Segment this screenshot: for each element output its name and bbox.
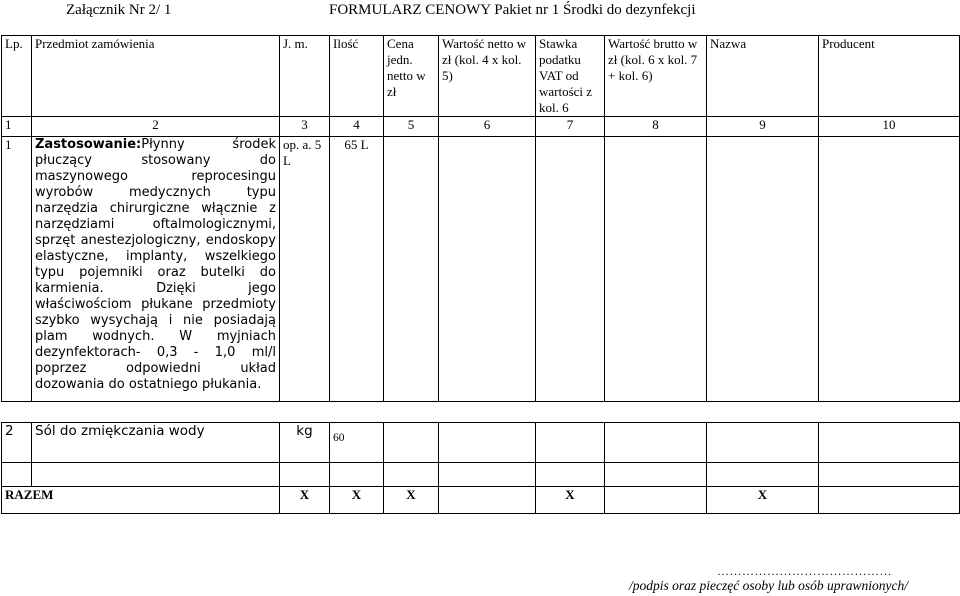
empty-row — [2, 463, 960, 487]
empty-cell — [2, 463, 32, 487]
column-number-row — [2, 117, 960, 137]
signature-line: …………………………………… — [717, 564, 892, 578]
item-description: Sól do zmiękczania wody — [32, 423, 280, 463]
col-header: Producent — [819, 36, 960, 117]
name-cell[interactable] — [707, 423, 819, 463]
total-mark: X — [536, 487, 605, 514]
total-mark: X — [384, 487, 439, 514]
col-header: Nazwa — [707, 36, 819, 117]
spacer-cell — [2, 402, 960, 423]
col-header: Lp. — [2, 36, 32, 117]
total-row — [2, 487, 960, 514]
row-unit: kg — [280, 423, 330, 463]
total-empty-cell — [819, 487, 960, 514]
col-header: Cena jedn. netto w zł — [384, 36, 439, 117]
table-row — [2, 137, 960, 402]
col-number: 5 — [384, 117, 439, 137]
col-header: Wartość brutto w zł (kol. 6 x kol. 7 + kol. 6) — [605, 36, 707, 117]
col-number: 8 — [605, 117, 707, 137]
empty-cell — [605, 463, 707, 487]
col-number: 2 — [32, 117, 280, 137]
gross-value-cell[interactable] — [605, 423, 707, 463]
price-cell[interactable] — [384, 137, 439, 402]
total-mark: X — [330, 487, 384, 514]
empty-cell — [330, 463, 384, 487]
producer-cell[interactable] — [819, 423, 960, 463]
gross-value-cell[interactable] — [605, 137, 707, 402]
col-header: Wartość netto w zł (kol. 4 x kol. 5) — [439, 36, 536, 117]
item-text: Płynny środek płuczący stosowany do maszynowego reprocesingu wyrobów medycznych typu narzędzia chirurgiczne włącznie z narzędziami oftalmologicznymi, sprzęt anestezjologiczny, endoskopy elastyczne, implanty, wszelkiego typu pojemniki oraz butelki do karmienia. Dzięki jego właściwościom płukane przedmioty szybko wysychają i nie posiadają plam wodnych. W myjniach dezynfektorach- 0,3 - 1,0 ml/l poprzez odpowiedni układ dozowania do ostatniego płukania. — [35, 137, 276, 392]
col-number: 3 — [280, 117, 330, 137]
col-number: 7 — [536, 117, 605, 137]
row-qty: 65 L — [330, 137, 384, 402]
empty-cell — [536, 463, 605, 487]
signature-caption: /podpis oraz pieczęć osoby lub osób uprawnionych/ — [629, 578, 908, 593]
total-mark: X — [280, 487, 330, 514]
net-value-cell[interactable] — [439, 423, 536, 463]
total-mark: X — [707, 487, 819, 514]
total-label: RAZEM — [2, 487, 280, 514]
attachment-number: Załącznik Nr 2/ 1 — [66, 2, 172, 18]
vat-cell[interactable] — [536, 423, 605, 463]
col-header: Przedmiot zamówienia — [32, 36, 280, 117]
row-lp: 2 — [2, 423, 32, 463]
empty-cell — [707, 463, 819, 487]
empty-cell — [32, 463, 280, 487]
total-gross-cell[interactable] — [605, 487, 707, 514]
col-number: 1 — [2, 117, 32, 137]
vat-cell[interactable] — [536, 137, 605, 402]
net-value-cell[interactable] — [439, 137, 536, 402]
col-number: 6 — [439, 117, 536, 137]
col-number: 9 — [707, 117, 819, 137]
item-title: Zastosowanie: — [35, 137, 142, 152]
col-header: Stawka podatku VAT od wartości z kol. 6 — [536, 36, 605, 117]
col-number: 4 — [330, 117, 384, 137]
row-unit: op. a. 5 L — [280, 137, 330, 402]
empty-cell — [280, 463, 330, 487]
form-title: FORMULARZ CENOWY Pakiet nr 1 Środki do dezynfekcji — [329, 2, 696, 18]
empty-cell — [439, 463, 536, 487]
empty-cell — [384, 463, 439, 487]
price-form-table — [1, 35, 960, 514]
empty-cell — [819, 463, 960, 487]
row-lp: 1 — [2, 137, 32, 402]
item-description — [32, 137, 280, 402]
col-header: Ilość — [330, 36, 384, 117]
col-header: J. m. — [280, 36, 330, 117]
name-cell[interactable] — [707, 137, 819, 402]
price-cell[interactable] — [384, 423, 439, 463]
spacer-row — [2, 402, 960, 423]
header-row — [2, 36, 960, 117]
row-qty: 60 — [330, 423, 384, 463]
producer-cell[interactable] — [819, 137, 960, 402]
total-net-cell[interactable] — [439, 487, 536, 514]
table-row — [2, 423, 960, 463]
col-number: 10 — [819, 117, 960, 137]
